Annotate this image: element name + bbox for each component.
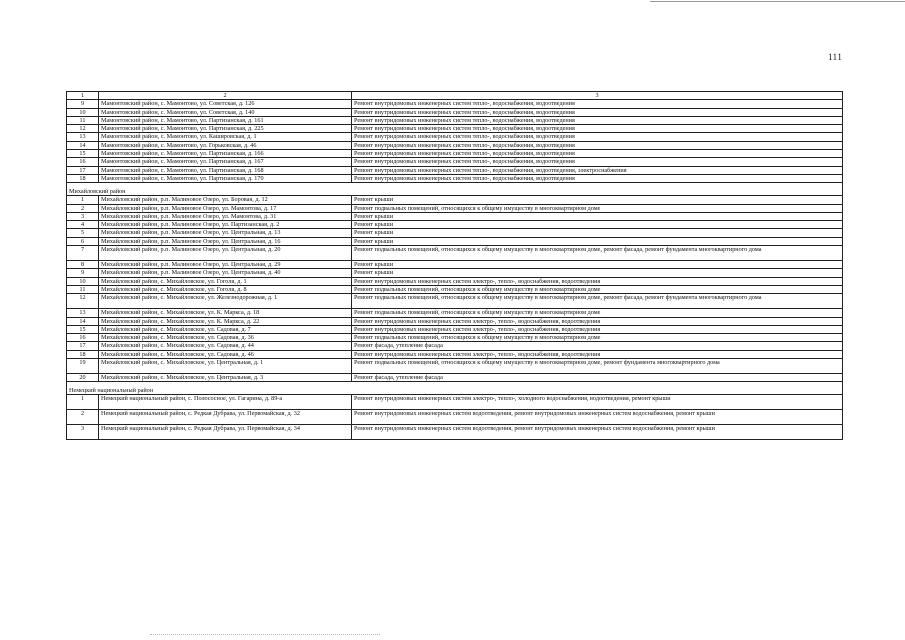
row-number: 19 bbox=[67, 359, 99, 374]
row-number: 18 bbox=[67, 174, 99, 182]
table-row bbox=[67, 166, 843, 174]
house-address: Михайловский район, с. Михайловское, ул. К. Маркса, д. 22 bbox=[99, 317, 352, 325]
house-address: Немецкий национальный район, с. Полососное, ул. Гагарина, д. 89-а bbox=[99, 395, 352, 410]
repair-work: Ремонт внутридомовых инженерных систем тепло-, водоснабжения, водоотведения bbox=[352, 141, 843, 149]
row-number: 12 bbox=[67, 125, 99, 133]
table-row bbox=[67, 269, 843, 277]
house-address: Михайловский район, с. Михайловское, ул. Железнодорожная, д. 1 bbox=[99, 294, 352, 309]
row-number: 20 bbox=[67, 374, 99, 382]
table-row bbox=[67, 285, 843, 293]
region-heading: Немецкий национальный район bbox=[67, 382, 843, 395]
scan-edge-line bbox=[650, 1, 905, 2]
repair-work: Ремонт подвальных помещений, относящихся к общему имуществу в многоквартирном доме bbox=[352, 334, 843, 342]
repair-work: Ремонт подвальных помещений, относящихся к общему имуществу в многоквартирном доме, ремонт фундамента многоквартирного дома bbox=[352, 359, 843, 374]
house-address: Михайловский район, р.п. Малиновое Озеро, ул. Центральная, д. 40 bbox=[99, 269, 352, 277]
row-number: 3 bbox=[67, 425, 99, 440]
repair-work: Ремонт подвальных помещений, относящихся к общему имуществу в многоквартирном доме bbox=[352, 309, 843, 317]
house-address: Михайловский район, с. Михайловское, ул. Садовая, д. 44 bbox=[99, 342, 352, 350]
table-row bbox=[67, 141, 843, 149]
repair-work: Ремонт внутридомовых инженерных систем тепло-, водоснабжения, водоотведения bbox=[352, 125, 843, 133]
row-number: 16 bbox=[67, 334, 99, 342]
table-row bbox=[67, 395, 843, 410]
house-address: Михайловский район, р.п. Малиновое Озеро, ул. Мамонтова, д. 17 bbox=[99, 204, 352, 212]
house-address: Михайловский район, р.п. Малиновое Озеро, ул. Партизанская, д. 2 bbox=[99, 221, 352, 229]
repair-work: Ремонт внутридомовых инженерных систем тепло-, водоснабжения, водоотведения bbox=[352, 158, 843, 166]
row-number: 17 bbox=[67, 166, 99, 174]
row-number: 6 bbox=[67, 237, 99, 245]
column-number-1: 1 bbox=[67, 92, 99, 100]
table-row bbox=[67, 116, 843, 124]
table-row bbox=[67, 309, 843, 317]
column-number-2: 2 bbox=[99, 92, 352, 100]
table-row bbox=[67, 342, 843, 350]
house-address: Михайловский район, с. Михайловское, ул. Гоголя, д. 8 bbox=[99, 285, 352, 293]
table-row bbox=[67, 204, 843, 212]
repair-work: Ремонт фасада, утепление фасада bbox=[352, 342, 843, 350]
house-address: Мамонтовский район, с. Мамонтово, ул. Партизанская, д. 225 bbox=[99, 125, 352, 133]
table-row bbox=[67, 277, 843, 285]
repair-work: Ремонт подвальных помещений, относящихся к общему имуществу в многоквартирном доме, ремонт фасада, ремонт фундамента многоквартирного дома bbox=[352, 246, 843, 261]
house-address: Мамонтовский район, с. Мамонтово, ул. Горьковская, д. 46 bbox=[99, 141, 352, 149]
repair-work: Ремонт подвальных помещений, относящихся к общему имуществу в многоквартирном доме, ремонт фасада, ремонт фундамента многоквартирного дома bbox=[352, 294, 843, 309]
repair-work: Ремонт внутридомовых инженерных систем тепло-, водоснабжения, водоотведения bbox=[352, 108, 843, 116]
table-row bbox=[67, 294, 843, 309]
row-number: 15 bbox=[67, 325, 99, 333]
house-address: Михайловский район, с. Михайловское, ул. Садовая, д. 7 bbox=[99, 325, 352, 333]
column-number-row bbox=[67, 92, 843, 100]
house-address: Михайловский район, с. Михайловское, ул. Центральная, д. 1 bbox=[99, 359, 352, 374]
repair-work: Ремонт крыши bbox=[352, 261, 843, 269]
row-number: 2 bbox=[67, 410, 99, 425]
row-number: 10 bbox=[67, 108, 99, 116]
table-row bbox=[67, 334, 843, 342]
region-heading-row bbox=[67, 183, 843, 196]
row-number: 12 bbox=[67, 294, 99, 309]
repair-work: Ремонт внутридомовых инженерных систем тепло-, водоснабжения, водоотведения bbox=[352, 150, 843, 158]
table-row bbox=[67, 237, 843, 245]
repair-work: Ремонт крыши bbox=[352, 196, 843, 204]
repair-work: Ремонт крыши bbox=[352, 269, 843, 277]
region-heading-row bbox=[67, 382, 843, 395]
repair-work: Ремонт крыши bbox=[352, 212, 843, 220]
table-row bbox=[67, 317, 843, 325]
house-address: Михайловский район, р.п. Малиновое Озеро, ул. Центральная, д. 20 bbox=[99, 246, 352, 261]
house-address: Мамонтовский район, с. Мамонтово, ул. Советская, д. 140 bbox=[99, 108, 352, 116]
house-address: Мамонтовский район, с. Мамонтово, ул. Партизанская, д. 167 bbox=[99, 158, 352, 166]
house-address: Михайловский район, с. Михайловское, ул. Центральная, д. 3 bbox=[99, 374, 352, 382]
registry-body bbox=[67, 92, 843, 440]
repair-work: Ремонт внутридомовых инженерных систем водоотведения, ремонт внутридомовых инженерных систем водоснабжения, ремонт крыши bbox=[352, 425, 843, 440]
repair-work: Ремонт подвальных помещений, относящихся к общему имуществу в многоквартирном доме bbox=[352, 285, 843, 293]
repair-work: Ремонт внутридомовых инженерных систем тепло-, водоснабжения, водоотведения, электроснабжения bbox=[352, 166, 843, 174]
house-address: Мамонтовский район, с. Мамонтово, ул. Партизанская, д. 166 bbox=[99, 150, 352, 158]
scan-bottom-smudge bbox=[150, 634, 380, 635]
house-address: Мамонтовский район, с. Мамонтово, ул. Партизанская, д. 161 bbox=[99, 116, 352, 124]
row-number: 10 bbox=[67, 277, 99, 285]
row-number: 5 bbox=[67, 229, 99, 237]
house-address: Михайловский район, р.п. Малиновое Озеро, ул. Мамонтова, д. 31 bbox=[99, 212, 352, 220]
repair-work: Ремонт внутридомовых инженерных систем тепло-, водоснабжения, водоотведения bbox=[352, 133, 843, 141]
column-number-3: 3 bbox=[352, 92, 843, 100]
table-row bbox=[67, 212, 843, 220]
row-number: 1 bbox=[67, 196, 99, 204]
row-number: 18 bbox=[67, 350, 99, 358]
repair-work: Ремонт крыши bbox=[352, 221, 843, 229]
table-row bbox=[67, 158, 843, 166]
table-row bbox=[67, 108, 843, 116]
row-number: 14 bbox=[67, 141, 99, 149]
house-address: Немецкий национальный район, с. Редкая Дубрава, ул. Первомайская, д. 32 bbox=[99, 410, 352, 425]
row-number: 8 bbox=[67, 261, 99, 269]
row-number: 13 bbox=[67, 309, 99, 317]
table-row bbox=[67, 196, 843, 204]
repair-work: Ремонт внутридомовых инженерных систем тепло-, водоснабжения, водоотведения bbox=[352, 174, 843, 182]
row-number: 17 bbox=[67, 342, 99, 350]
row-number: 15 bbox=[67, 150, 99, 158]
house-address: Михайловский район, р.п. Малиновое Озеро, ул. Центральная, д. 13 bbox=[99, 229, 352, 237]
region-heading: Михайловский район bbox=[67, 183, 843, 196]
row-number: 16 bbox=[67, 158, 99, 166]
repair-work: Ремонт внутридомовых инженерных систем тепло-, водоснабжения, водоотведения bbox=[352, 116, 843, 124]
house-address: Михайловский район, р.п. Малиновое Озеро, ул. Центральная, д. 29 bbox=[99, 261, 352, 269]
table-row bbox=[67, 229, 843, 237]
row-number: 13 bbox=[67, 133, 99, 141]
repair-work: Ремонт крыши bbox=[352, 229, 843, 237]
table-row bbox=[67, 100, 843, 108]
repair-work: Ремонт фасада, утепление фасада bbox=[352, 374, 843, 382]
house-address: Немецкий национальный район, с. Редкая Дубрава, ул. Первомайская, д. 34 bbox=[99, 425, 352, 440]
table-row bbox=[67, 133, 843, 141]
table-row bbox=[67, 246, 843, 261]
table-row bbox=[67, 174, 843, 182]
row-number: 1 bbox=[67, 395, 99, 410]
row-number: 14 bbox=[67, 317, 99, 325]
house-address: Мамонтовский район, с. Мамонтово, ул. Кашировская, д. 1 bbox=[99, 133, 352, 141]
repair-work: Ремонт подвальных помещений, относящихся к общему имуществу в многоквартирном доме bbox=[352, 204, 843, 212]
house-address: Михайловский район, с. Михайловское, ул. Гоголя, д. 1 bbox=[99, 277, 352, 285]
house-address: Мамонтовский район, с. Мамонтово, ул. Советская, д. 126 bbox=[99, 100, 352, 108]
house-address: Михайловский район, с. Михайловское, ул. К. Маркса, д. 18 bbox=[99, 309, 352, 317]
row-number: 4 bbox=[67, 221, 99, 229]
table-row bbox=[67, 410, 843, 425]
table-row bbox=[67, 350, 843, 358]
row-number: 11 bbox=[67, 285, 99, 293]
repair-registry-table bbox=[66, 91, 843, 440]
repair-work: Ремонт внутридомовых инженерных систем электро-, тепло-, водоснабжения, водоотведения bbox=[352, 277, 843, 285]
repair-work: Ремонт внутридомовых инженерных систем электро-, тепло-, водоснабжения, водоотведения bbox=[352, 325, 843, 333]
house-address: Михайловский район, с. Михайловское, ул. Садовая, д. 36 bbox=[99, 334, 352, 342]
row-number: 9 bbox=[67, 269, 99, 277]
repair-work: Ремонт внутридомовых инженерных систем водоотведения, ремонт внутридомовых инженерных систем водоснабжения, ремонт крыши bbox=[352, 410, 843, 425]
house-address: Михайловский район, р.п. Малиновое Озеро, ул. Боровая, д. 12 bbox=[99, 196, 352, 204]
row-number: 11 bbox=[67, 116, 99, 124]
repair-work: Ремонт крыши bbox=[352, 237, 843, 245]
table-row bbox=[67, 359, 843, 374]
house-address: Михайловский район, р.п. Малиновое Озеро, ул. Центральная, д. 16 bbox=[99, 237, 352, 245]
row-number: 2 bbox=[67, 204, 99, 212]
table-row bbox=[67, 125, 843, 133]
table-row bbox=[67, 150, 843, 158]
house-address: Михайловский район, с. Михайловское, ул. Садовая, д. 46 bbox=[99, 350, 352, 358]
table-row bbox=[67, 374, 843, 382]
repair-work: Ремонт внутридомовых инженерных систем тепло-, водоснабжения, водоотведения bbox=[352, 100, 843, 108]
house-address: Мамонтовский район, с. Мамонтово, ул. Партизанская, д. 170 bbox=[99, 174, 352, 182]
house-address: Мамонтовский район, с. Мамонтово, ул. Партизанская, д. 168 bbox=[99, 166, 352, 174]
table-row bbox=[67, 261, 843, 269]
table-row bbox=[67, 325, 843, 333]
table-row bbox=[67, 221, 843, 229]
repair-work: Ремонт внутридомовых инженерных систем электро-, тепло-, водоснабжения, водоотведения bbox=[352, 350, 843, 358]
repair-work: Ремонт внутридомовых инженерных систем электро-, тепло-, холодного водоснабжения, водоотведения, ремонт крыши bbox=[352, 395, 843, 410]
row-number: 3 bbox=[67, 212, 99, 220]
page-number: 111 bbox=[828, 52, 843, 62]
table-row bbox=[67, 425, 843, 440]
row-number: 9 bbox=[67, 100, 99, 108]
repair-work: Ремонт внутридомовых инженерных систем электро-, тепло-, водоснабжения, водоотведения bbox=[352, 317, 843, 325]
row-number: 7 bbox=[67, 246, 99, 261]
